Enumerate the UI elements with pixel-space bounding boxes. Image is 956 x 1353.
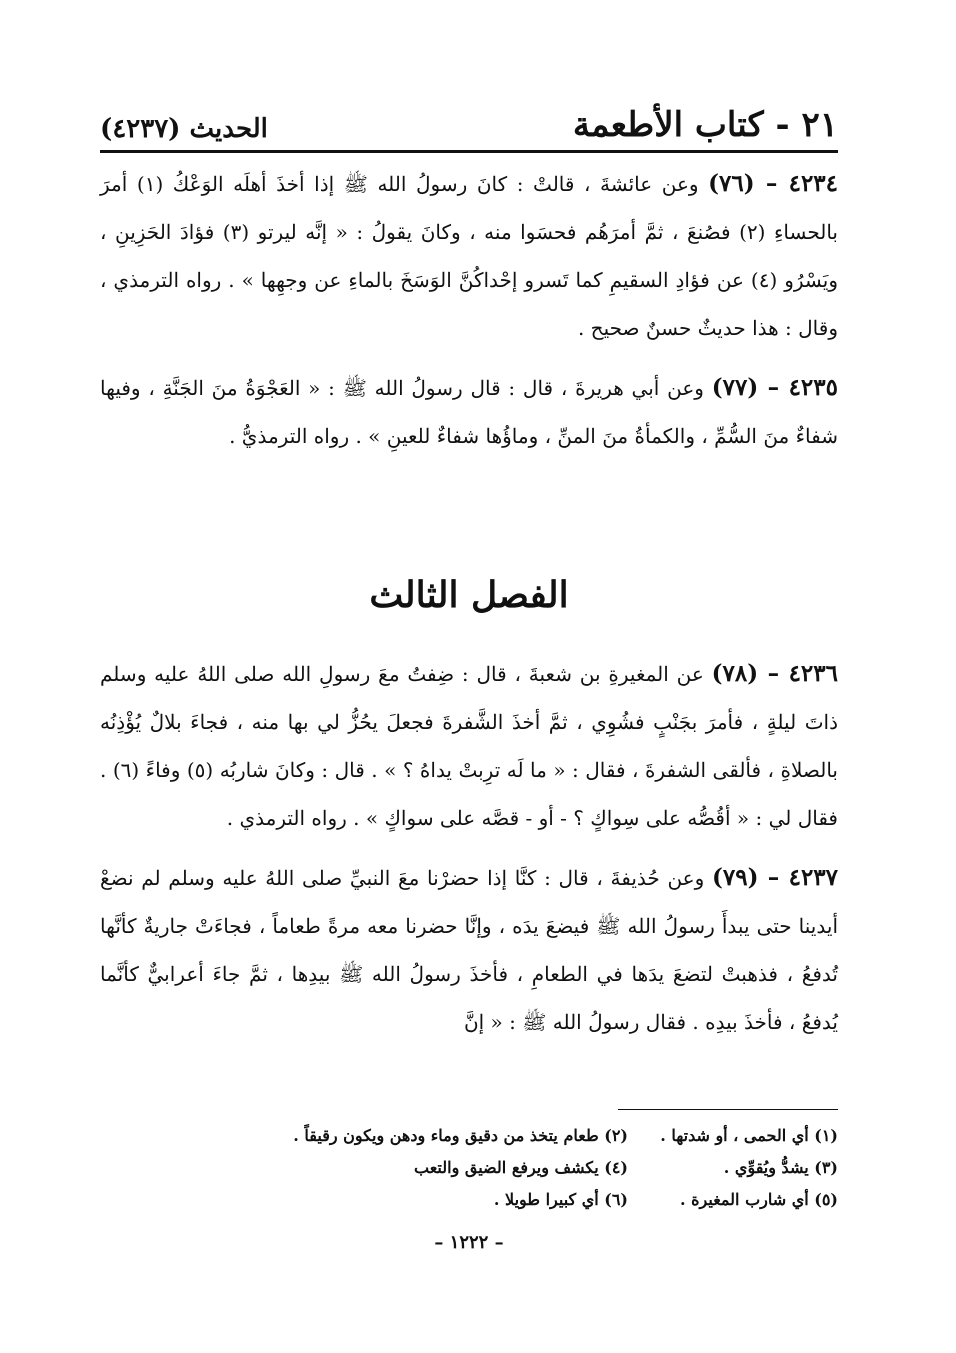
hadith-number: ٤٢٣٥ – (٧٧) bbox=[711, 374, 838, 401]
hadith-number: ٤٢٣٧ – (٧٩) bbox=[711, 864, 839, 891]
book-title: ٢١ - كتاب الأطعمة bbox=[572, 105, 838, 145]
footnote-1: (١) أي الحمى ، أو شدتها . bbox=[660, 1126, 838, 1145]
hadith-text: وعن أبي هريرةَ ، قال : قال رسولُ الله ﷺ : « العَجْوَةُ منَ الجَنَّةِ ، وفيها شفاءٌ منَ السُّمِّ ، والكمأةُ منَ المنِّ ، وماؤُها شفاءٌ للعينِ » . رواه الترمذيُّ . bbox=[100, 376, 838, 448]
footnotes bbox=[100, 1120, 838, 1216]
footnote-6: (٦) أي كبيرا طويلا . bbox=[493, 1190, 628, 1209]
hadith-text: عن المغيرةِ بن شعبةَ ، قال : ضِفتُ معَ رسولِ الله صلى اللهُ عليه وسلم ذاتَ ليلةٍ ، فأمرَ بجَنْبٍ فشُوِي ، ثمَّ أخذَ الشَّفرةَ فجعلَ يحُزُّ لي بها منه ، فجاءَ بلالٌ يُؤْذِنُه بالصلاةِ ، فألقى الشفرةَ ، فقال : « ما لَه ترِبتْ يداهُ ؟ » . قال : وكانَ شاربُه (٥) وفاءً (٦) . فقال لي : « أقُصُّه على سِواكٍ ؟ - أو - قصَّه على سواكٍ » . رواه الترمذي . bbox=[100, 662, 838, 830]
footnote-5: (٥) أي شارب المغيرة . bbox=[680, 1190, 838, 1209]
footnote-4: (٤) يكشف ويرفع الضيق والتعب bbox=[414, 1158, 628, 1177]
page-number: – ١٢٢٢ – bbox=[434, 1232, 504, 1253]
hadith-paragraph bbox=[100, 854, 838, 1046]
hadith-number: ٤٢٣٤ – (٧٦) bbox=[708, 170, 839, 197]
section-heading: الفصل الثالث bbox=[369, 574, 569, 616]
header-divider bbox=[100, 150, 838, 153]
page-header bbox=[100, 92, 838, 145]
hadith-text: وعن عائشةَ ، قالتْ : كانَ رسولُ الله ﷺ إذا أخذَ أهلَه الوَعْكُ (١) أمرَ بالحساءِ (٢) فصُنعَ ، ثمَّ أمرَهُم فحسَوا منه ، وكانَ يقولُ : « إنَّه ليرتو (٣) فؤادَ الحَزِينِ ، ويَسْرُو (٤) عن فؤادِ السقيمِ كما تَسرو إحْداكُنَّ الوَسَخَ بالماءِ عن وجهِها » . رواه الترمذي ، وقال : هذا حديثٌ حسنٌ صحيح . bbox=[100, 172, 838, 340]
hadith-paragraph bbox=[100, 650, 838, 842]
hadith-number: ٤٢٣٦ – (٧٨) bbox=[711, 660, 838, 687]
hadith-paragraph bbox=[100, 364, 838, 460]
hadith-paragraph bbox=[100, 160, 838, 352]
hadith-block-bottom bbox=[100, 650, 838, 1046]
footnote-divider bbox=[618, 1109, 838, 1110]
hadith-block-top bbox=[100, 160, 838, 460]
footnote-3: (٣) يشدُّ ويُقوِّي . bbox=[723, 1158, 838, 1177]
footnote-2: (٢) طعام يتخذ من دقيق وماء ودهن ويكون رقيقاً . bbox=[293, 1126, 628, 1145]
hadith-range: الحديث (٤٢٣٧) bbox=[100, 114, 268, 144]
hadith-text: وعن حُذيفةَ ، قال : كنَّا إذا حضرْنا معَ النبيِّ صلى اللهُ عليه وسلم لم نضعْ أيدينا حتى يبدأَ رسولُ الله ﷺ فيضعَ يدَه ، وإنَّا حضرنا معه مرةً طعاماً ، فجاءَتْ جاريةٌ كأنَّها تُدفعُ ، فذهبتْ لتضعَ يدَها في الطعامِ ، فأخذَ رسولُ الله ﷺ بيدِها ، ثمَّ جاءَ أعرابيٌّ كأنَّما يُدفعُ ، فأخذَ بيدِه . فقال رسولُ الله ﷺ : « إنَّ bbox=[100, 866, 838, 1034]
